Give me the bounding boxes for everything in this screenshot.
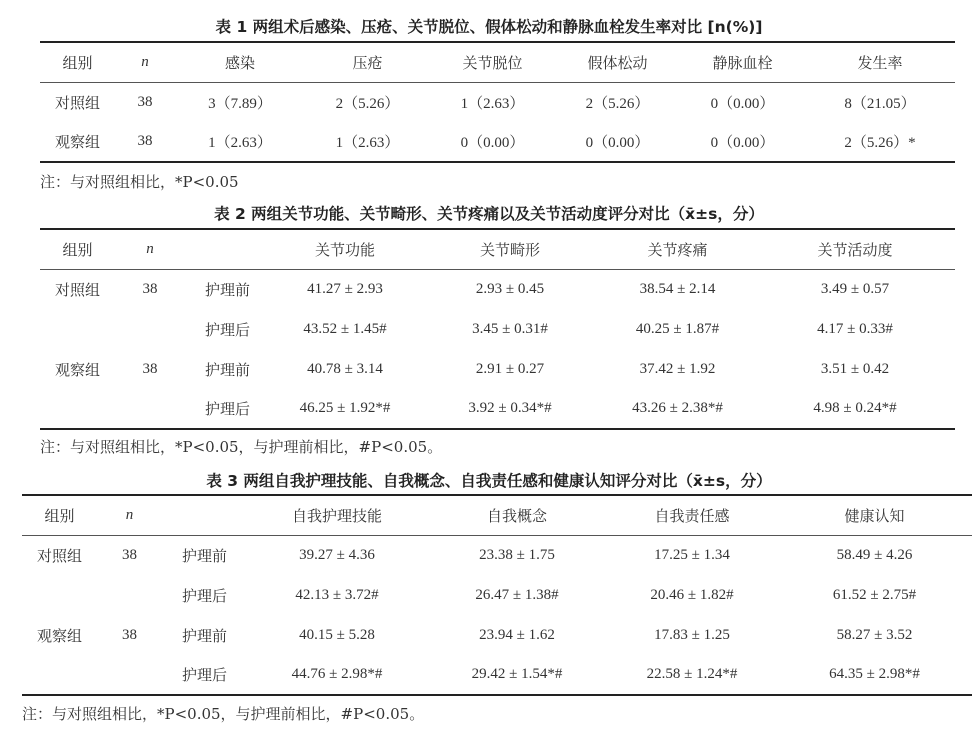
table-row (22, 575, 972, 615)
table1-header-venous-thrombosis: 静脉血栓 (712, 53, 773, 72)
table2-header-row (40, 229, 955, 269)
table2-cell: 38 (142, 360, 158, 377)
table2-header-joint-deformity: 关节畸形 (479, 240, 540, 259)
table1-header-row (40, 42, 955, 82)
table2-cell: 40.25 ± 1.87# (635, 320, 720, 337)
table3-header-self-responsibility: 自我责任感 (654, 506, 730, 525)
table2-header-group: 组别 (62, 240, 93, 259)
table1-footnote: 注：与对照组相比，*P<0.05 (40, 173, 239, 191)
table2-title: 表 2 两组关节功能、关节畸形、关节疼痛以及关节活动度评分对比（x̄±s，分） (214, 205, 764, 223)
table3-header-self-care-skill: 自我护理技能 (291, 506, 382, 525)
table3-header-self-concept: 自我概念 (486, 506, 547, 525)
table2-cell: 40.78 ± 3.14 (307, 360, 383, 377)
table3-cell (97, 655, 162, 695)
table-row (22, 655, 972, 695)
table3-cell: 26.47 ± 1.38# (475, 586, 559, 603)
table-row (40, 269, 955, 309)
table1-header-prosthesis-loosening: 假体松动 (587, 53, 648, 72)
table2-cell: 2.93 ± 0.45 (475, 280, 545, 297)
table3-cell: 护理后 (181, 666, 227, 684)
table3-cell: 58.49 ± 4.26 (836, 546, 913, 563)
table3-cell: 23.94 ± 1.62 (479, 626, 555, 643)
table3-cell: 护理前 (181, 546, 227, 565)
table1-cell: 0（0.00） (585, 135, 650, 151)
table2-cell: 护理后 (204, 320, 250, 339)
table3-cell: 22.58 ± 1.24*# (646, 666, 738, 682)
table1-cell: 1（2.63） (460, 95, 525, 112)
table3-header-health-cognition: 健康认知 (844, 506, 905, 525)
table2-cell: 4.17 ± 0.33# (817, 320, 893, 337)
table3-cell: 38 (122, 546, 137, 563)
table2-cell (115, 389, 185, 429)
table1-cell: 1（2.63） (335, 135, 400, 151)
table1 (40, 41, 955, 163)
table2-cell: 43.26 ± 2.38*# (632, 400, 723, 416)
table2 (40, 228, 955, 430)
table1-header-infection: 感染 (224, 53, 255, 72)
table2-cell: 2.91 ± 0.27 (475, 360, 545, 377)
table3-cell: 23.38 ± 1.75 (479, 546, 555, 563)
table1-header-incidence: 发生率 (857, 53, 903, 72)
table3-cell: 44.76 ± 2.98*# (291, 666, 383, 682)
table2-header-joint-pain: 关节疼痛 (647, 240, 708, 259)
table2-cell: 38.54 ± 2.14 (639, 280, 716, 297)
table2-cell: 护理后 (204, 400, 250, 418)
table2-cell: 对照组 (54, 280, 100, 299)
table3-cell: 17.83 ± 1.25 (654, 626, 730, 643)
table1-cell: 8（21.05） (844, 95, 916, 112)
table2-cell: 37.42 ± 1.92 (639, 360, 716, 377)
table1-cell: 2（5.26） (335, 95, 400, 112)
table3 (22, 494, 972, 696)
table-row (40, 309, 955, 349)
table3-cell: 39.27 ± 4.36 (299, 546, 375, 563)
table3-cell: 40.15 ± 5.28 (299, 626, 375, 643)
table3-cell: 护理前 (181, 626, 227, 645)
table2-cell: 观察组 (54, 360, 100, 379)
table2-cell: 43.52 ± 1.45# (303, 320, 387, 337)
table2-cell: 46.25 ± 1.92*# (299, 400, 391, 416)
table3-title: 表 3 两组自我护理技能、自我概念、自我责任感和健康认知评分对比（x̄±s，分） (206, 472, 772, 490)
table3-cell: 64.35 ± 2.98*# (829, 666, 920, 682)
table2-cell: 护理前 (204, 360, 250, 379)
table1-cell: 0（0.00） (460, 135, 525, 151)
table2-cell: 4.98 ± 0.24*# (813, 400, 897, 416)
table3-header-phase (162, 495, 247, 535)
table1-header-n: n (141, 53, 149, 70)
table2-cell: 3.49 ± 0.57 (820, 280, 890, 297)
table3-cell (97, 575, 162, 615)
table2-cell (115, 309, 185, 349)
table1-title: 表 1 两组术后感染、压疮、关节脱位、假体松动和静脉血栓发生率对比 [n(%)] (215, 18, 763, 36)
table3-cell: 20.46 ± 1.82# (650, 586, 734, 603)
table1-cell: 0（0.00） (710, 95, 775, 112)
table3-cell: 42.13 ± 3.72# (295, 586, 379, 603)
table3-cell: 58.27 ± 3.52 (836, 626, 913, 643)
table3-cell (22, 575, 97, 615)
table1-cell: 观察组 (54, 133, 100, 151)
table3-cell: 29.42 ± 1.54*# (471, 666, 563, 682)
table2-cell (40, 309, 115, 349)
table3-header-n: n (125, 506, 134, 523)
table-row (22, 615, 972, 655)
table2-header-joint-function: 关节功能 (314, 240, 375, 259)
table2-cell: 护理前 (204, 280, 250, 299)
table1-cell: 1（2.63） (208, 135, 272, 151)
table2-cell: 41.27 ± 2.93 (307, 280, 383, 297)
table-row (22, 535, 972, 575)
table2-cell: 3.92 ± 0.34*# (468, 400, 552, 416)
table1-header-dislocation: 关节脱位 (462, 53, 523, 72)
table3-cell: 61.52 ± 2.75# (832, 586, 917, 603)
table-row (40, 349, 955, 389)
table2-header-phase (185, 229, 270, 269)
table3-cell: 对照组 (36, 546, 82, 565)
table2-footnote: 注：与对照组相比，*P<0.05，与护理前相比，#P<0.05。 (40, 438, 443, 456)
table-row (40, 389, 955, 429)
table1-cell: 38 (137, 93, 153, 110)
table2-header-joint-mobility: 关节活动度 (817, 240, 893, 259)
table2-cell: 3.45 ± 0.31# (472, 320, 548, 337)
table1-cell: 对照组 (54, 93, 100, 112)
table3-header-row (22, 495, 972, 535)
table1-header-pressure-ulcer: 压疮 (352, 53, 383, 72)
table1-cell: 0（0.00） (710, 135, 775, 151)
table3-cell: 护理后 (181, 586, 227, 605)
table1-cell: 38 (137, 133, 153, 149)
table-row (40, 122, 955, 162)
table2-cell: 38 (142, 280, 158, 297)
table3-cell: 17.25 ± 1.34 (654, 546, 730, 563)
table3-footnote: 注：与对照组相比，*P<0.05，与护理前相比，#P<0.05。 (22, 705, 425, 723)
table2-cell: 3.51 ± 0.42 (820, 360, 890, 377)
table1-cell: 3（7.89） (208, 95, 272, 112)
table1-header-group: 组别 (62, 53, 93, 72)
table-row (40, 82, 955, 122)
table3-cell: 38 (122, 626, 137, 643)
table2-header-n: n (146, 240, 154, 257)
table1-cell: 2（5.26）* (844, 135, 916, 151)
table3-cell (22, 655, 97, 695)
table3-header-group: 组别 (44, 506, 75, 525)
table1-cell: 2（5.26） (585, 95, 650, 112)
table3-cell: 观察组 (36, 626, 82, 645)
table2-cell (40, 389, 115, 429)
